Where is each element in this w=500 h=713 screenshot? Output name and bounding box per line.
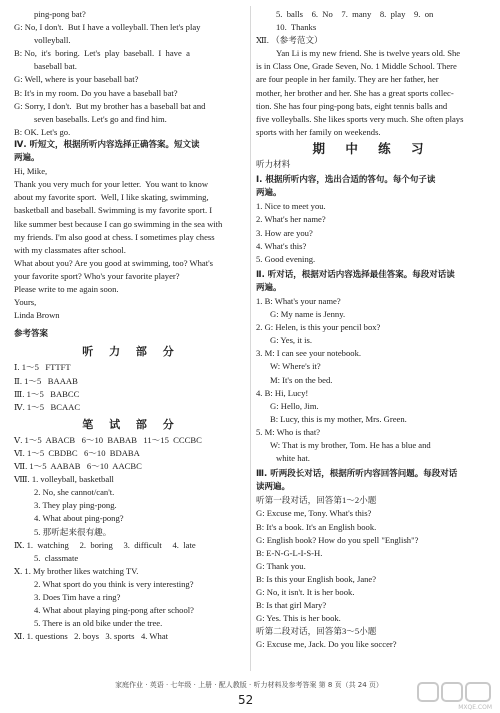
text-line: W: Where's it? [270, 361, 321, 372]
text-line: are four people in her family. They are her father, her [256, 74, 439, 85]
right-column [256, 8, 488, 652]
text-line: mother, her brother and her. She has a great sports collec- [256, 87, 454, 98]
text-line: What about you? Are you good at swimming, too? What's [14, 257, 214, 268]
text-line: my friends. I'm also good at chess. I sometimes play chess [14, 231, 215, 242]
text-line: Ⅱ. 听对话，根据对话内容选择最佳答案。每段对话读 [256, 269, 455, 280]
text-line: G: Thank you. [256, 560, 306, 571]
text-line: B: It's in my room. Do you have a baseball bat? [14, 87, 178, 98]
text-line: B: Is that girl Mary? [256, 600, 327, 611]
text-line: 两遍。 [14, 153, 40, 164]
text-line: B: OK. Let's go. [14, 126, 71, 137]
text-line: your favorite sport? Who's your favorite player? [14, 270, 180, 281]
text-line: 4. What's this? [256, 240, 307, 251]
text-line: ping-pong bat? [34, 9, 86, 19]
text-line: G: No, it isn't. It is her book. [256, 587, 355, 598]
watermark-text: MXQE.COM [458, 704, 492, 711]
column-divider [250, 6, 251, 671]
text-line: Ⅲ. 1～5 BABCC [14, 388, 80, 399]
text-line: Ⅶ. 1～5 AABAB 6～10 AACBC [14, 461, 142, 472]
text-line: Please write to me again soon. [14, 283, 119, 294]
text-line: M: It's on the bed. [270, 374, 333, 385]
text-line: B: E-N-G-L-I-S-H. [256, 547, 323, 558]
text-line: G: English book? How do you spell "English"? [256, 534, 419, 545]
text-line: 4. What about ping-pong? [34, 513, 124, 524]
text-line: 听 力 部 分 [82, 345, 180, 359]
text-line: Ⅱ. 1～5 BAAAB [14, 375, 78, 386]
text-line: 笔 试 部 分 [82, 417, 180, 431]
text-line: 2. What sport do you think is very interesting? [34, 578, 194, 589]
text-line: W: That is my brother, Tom. He has a blue and [270, 440, 431, 450]
text-line: B: No, it's boring. Let's play baseball. I have a [14, 48, 190, 59]
text-line: 3. Does Tim have a ring? [34, 592, 121, 603]
text-line: Ⅵ. 1～5 CBDBC 6～10 BDABA [14, 448, 140, 458]
text-line: Linda Brown [14, 310, 60, 321]
text-line: G: No, I don't. But I have a volleyball. Then let's play [14, 22, 201, 33]
text-line: 5. 那听起来很有趣。 [34, 526, 112, 537]
text-line: Ⅻ. （参考范文） [256, 35, 323, 46]
page-footer: 家庭作业 · 英语 · 七年级 · 上册 · 配人教版 · 听力材料及参考答案 第 8 页（共 24 页） [115, 681, 383, 689]
text-line: about my favorite sport. Well, I like skating, swimming, [14, 192, 209, 203]
text-line: G: Well, where is your baseball bat? [14, 74, 139, 85]
text-line: Ⅰ. 1～5 FTTFT [14, 362, 71, 373]
text-line: sports with her family on weekends. [256, 126, 381, 137]
text-line: G: Yes. This is her book. [256, 613, 341, 624]
text-line: 2. What's her name? [256, 214, 326, 225]
text-line: 参考答案 [14, 329, 49, 340]
text-line: 5. classmate [34, 552, 79, 563]
text-line: Ⅺ. 1. questions 2. boys 3. sports 4. What [14, 631, 169, 642]
text-line: G: Excuse me, Tony. What's this? [256, 508, 372, 519]
text-line: 2. No, she cannot/can't. [34, 487, 115, 498]
text-line: 5. M: Who is that? [256, 426, 321, 437]
text-line: 3. M: I can see your notebook. [256, 348, 362, 359]
text-line: five volleyballs. She likes sports very much. She often plays [256, 113, 464, 124]
text-line: 5. There is an old bike under the tree. [34, 618, 163, 629]
text-line: 两遍。 [256, 188, 282, 199]
text-line: Ⅳ. 听短文，根据所听内容选择正确答案。短文读 [14, 139, 200, 150]
text-line: 10. Thanks [276, 22, 317, 33]
text-line: with my classmates after school. [14, 244, 126, 255]
text-line: Ⅰ. 根据所听内容，选出合适的答句。每个句子读 [256, 175, 436, 186]
text-line: baseball bat. [34, 61, 77, 72]
text-line: 期 中 练 习 [312, 140, 432, 156]
text-line: G: Yes, it is. [270, 335, 313, 346]
text-line: Hi, Mike, [14, 166, 48, 177]
text-line: G: Hello, Jim. [270, 400, 319, 411]
text-line: 5. Good evening. [256, 253, 316, 264]
text-line: 3. They play ping-pong. [34, 500, 117, 511]
text-line: 听第一段对话，回答第1～2小题 [256, 495, 377, 506]
text-line: B: It's a book. It's an English book. [256, 521, 377, 532]
text-line: 读两遍。 [256, 482, 291, 493]
page-number: 52 [238, 693, 254, 707]
text-line: 1. Nice to meet you. [256, 201, 326, 212]
text-line: volleyball. [34, 35, 71, 46]
text-line: G: Sorry, I don't. But my brother has a baseball bat and [14, 100, 206, 111]
text-line: 两遍。 [256, 282, 282, 293]
text-line: G: My name is Jenny. [270, 309, 346, 320]
text-line: 听第二段对话，回答第3～5小题 [256, 626, 377, 637]
text-line: white hat. [276, 453, 310, 464]
text-line: Ⅷ. 1. volleyball, basketball [14, 474, 114, 485]
text-line: B: Is this your English book, Jane? [256, 573, 377, 584]
text-line: 3. How are you? [256, 227, 313, 238]
text-line: 1. B: What's your name? [256, 295, 341, 306]
text-line: basketball and baseball. Swimming is my favorite sport. I [14, 205, 213, 216]
text-line: seven baseballs. Let's go and find him. [34, 113, 167, 124]
text-line: like summer best because I can go swimming in the sea with [14, 218, 223, 229]
text-line: 2. G: Helen, is this your pencil box? [256, 322, 381, 333]
text-line: Yan Li is my new friend. She is twelve years old. She [276, 48, 461, 59]
text-line: Ⅸ. 1. watching 2. boring 3. difficult 4. late [14, 539, 196, 550]
text-line: 5. balls 6. No 7. many 8. play 9. on [276, 9, 434, 19]
text-line: 听力材料 [256, 159, 291, 170]
text-line: Ⅴ. 1～5 ABACB 6～10 BABAB 11～15 CCCBC [14, 434, 202, 445]
text-line: Ⅹ. 1. My brother likes watching TV. [14, 565, 139, 576]
text-line: Thank you very much for your letter. You want to know [14, 179, 209, 190]
text-line: tion. She has four ping-pong bats, eight tennis balls and [256, 100, 448, 111]
text-line: 4. What about playing ping-pong after school? [34, 605, 194, 616]
text-line: B: Lucy, this is my mother, Mrs. Green. [270, 413, 407, 424]
text-line: Ⅲ. 听两段长对话，根据所听内容回答问题。每段对话 [256, 469, 458, 480]
text-line: Yours, [14, 297, 37, 308]
text-line: 4. B: Hi, Lucy! [256, 387, 309, 398]
left-column [14, 8, 248, 643]
text-line: G: Excuse me, Jack. Do you like soccer? [256, 639, 397, 650]
text-line: Ⅳ. 1～5 BCAAC [14, 401, 81, 412]
text-line: is in Class One, Grade Seven, No. 1 Middle School. There [256, 61, 457, 72]
